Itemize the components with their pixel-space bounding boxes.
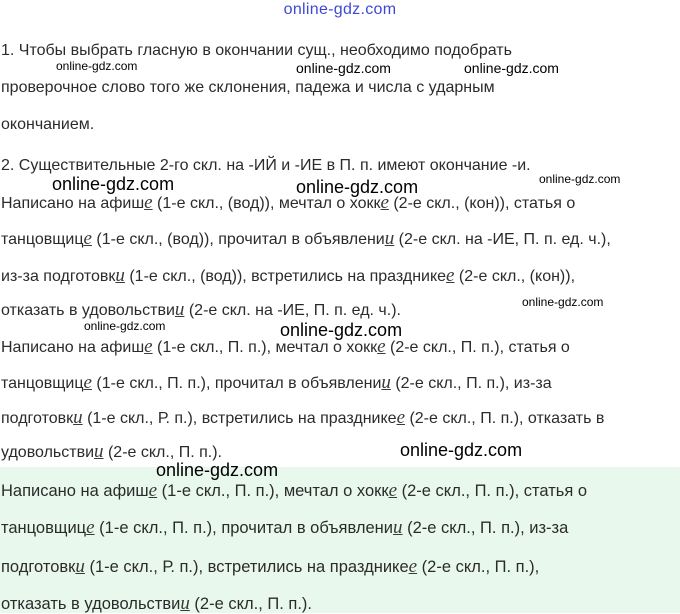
text: (2-е скл., П. п.), отказать в (405, 410, 605, 427)
para-2-line-2 (1, 373, 552, 394)
watermark: online-gdz.com (539, 172, 621, 186)
rule-1-line-2: проверочное слово того же склонения, падежа и числа с ударным (1, 79, 495, 96)
watermark: online-gdz.com (84, 319, 166, 333)
ending-letter: и (174, 299, 185, 320)
text: (2-е скл., П. п.). (189, 595, 312, 613)
ending-letter: е (408, 556, 418, 577)
text: (1-е скл., Р. п.), встретились на празднике (84, 558, 409, 576)
text: Написано на афиш (1, 339, 145, 356)
para-3-line-1 (1, 481, 587, 501)
ending-letter: и (384, 228, 395, 249)
ending-letter: е (396, 407, 405, 428)
rule-2-line: 2. Существительные 2-го скл. на -ИЙ и -ИЕ в П. п. имеют окончание -и. (1, 157, 531, 174)
text: (2-е скл. на -ИЕ, П. п. ед. ч.). (184, 302, 401, 319)
text: (1-е скл., П. п.), прочитал в объявлени (94, 519, 394, 537)
text: (1-е скл., Р. п.), встретились на празднике (82, 410, 397, 427)
para-1-line-3 (1, 266, 575, 287)
rule-1-line-3: окончанием. (1, 116, 95, 133)
ending-letter: е (83, 372, 92, 393)
text: (1-е скл., (вод)), мечтал о хокк (152, 195, 381, 212)
rule-1-line-1: 1. Чтобы выбрать гласную в окончании сущ., необходимо подобрать (1, 42, 512, 59)
text: (2-е скл., П. п.), (417, 558, 540, 576)
text: танцовщиц (1, 375, 84, 392)
watermark: online-gdz.com (464, 60, 559, 76)
ending-letter: е (83, 228, 92, 249)
text: отказать в удовольстви (1, 302, 175, 319)
para-3-line-3 (1, 557, 539, 577)
para-1-line-1 (1, 193, 575, 214)
text: отказать в удовольстви (1, 595, 181, 613)
text: (1-е скл., П. п.), мечтал о хокк (152, 339, 378, 356)
ending-letter: е (446, 265, 455, 286)
ending-letter: и (73, 407, 83, 428)
ending-letter: е (144, 192, 153, 213)
text: танцовщиц (1, 519, 87, 537)
text: (2-е скл., П. п.), из-за (390, 375, 552, 392)
watermark: online-gdz.com (52, 174, 175, 194)
text: (2-е скл., П. п.), из-за (402, 519, 569, 537)
watermark: online-gdz.com (280, 320, 403, 340)
watermark: online-gdz.com (400, 440, 523, 460)
text: (1-е скл., П. п.), прочитал в объявлени (91, 375, 382, 392)
text: (2-е скл., П. п.), статья о (385, 339, 570, 356)
ending-letter: и (180, 593, 190, 614)
text: (1-е скл., П. п.), мечтал о хокк (157, 482, 389, 500)
para-3-line-2 (1, 518, 568, 538)
watermark-header: online-gdz.com (283, 1, 397, 18)
text: из-за подготовк (1, 268, 116, 285)
text: (2-е скл. на -ИЕ, П. п. ед. ч.), (394, 231, 611, 248)
watermark: online-gdz.com (522, 295, 604, 309)
ending-letter: е (144, 336, 153, 357)
watermark: online-gdz.com (56, 59, 138, 73)
text: (2-е скл., (кон)), статья о (388, 195, 576, 212)
para-1-line-2 (1, 229, 611, 250)
ending-letter: е (377, 336, 386, 357)
text: танцовщиц (1, 231, 84, 248)
text: Написано на афиш (1, 482, 149, 500)
text: подготовк (1, 558, 76, 576)
para-2-line-3 (1, 408, 604, 429)
text: Написано на афиш (1, 195, 145, 212)
ending-letter: и (94, 441, 104, 462)
ending-letter: и (381, 372, 391, 393)
text: (1-е скл., (вод)), встретились на празднике (124, 268, 447, 285)
text: (2-е скл., П. п.), статья о (397, 482, 588, 500)
text: (2-е скл., П. п.). (103, 444, 222, 461)
para-3-line-4 (1, 594, 312, 614)
ending-letter: и (393, 517, 403, 538)
ending-letter: е (148, 480, 158, 501)
ending-letter: и (115, 265, 125, 286)
ending-letter: и (75, 556, 85, 577)
text: удовольстви (1, 444, 95, 461)
watermark: online-gdz.com (156, 460, 279, 480)
text: (2-е скл., (кон)), (454, 268, 576, 285)
ending-letter: е (86, 517, 95, 538)
ending-letter: е (380, 192, 389, 213)
watermark: online-gdz.com (296, 60, 391, 76)
ending-letter: е (388, 480, 398, 501)
para-1-line-4 (1, 300, 401, 321)
watermark: online-gdz.com (296, 177, 419, 197)
text: подготовк (1, 410, 74, 427)
text: (1-е скл., (вод)), прочитал в объявлени (91, 231, 385, 248)
